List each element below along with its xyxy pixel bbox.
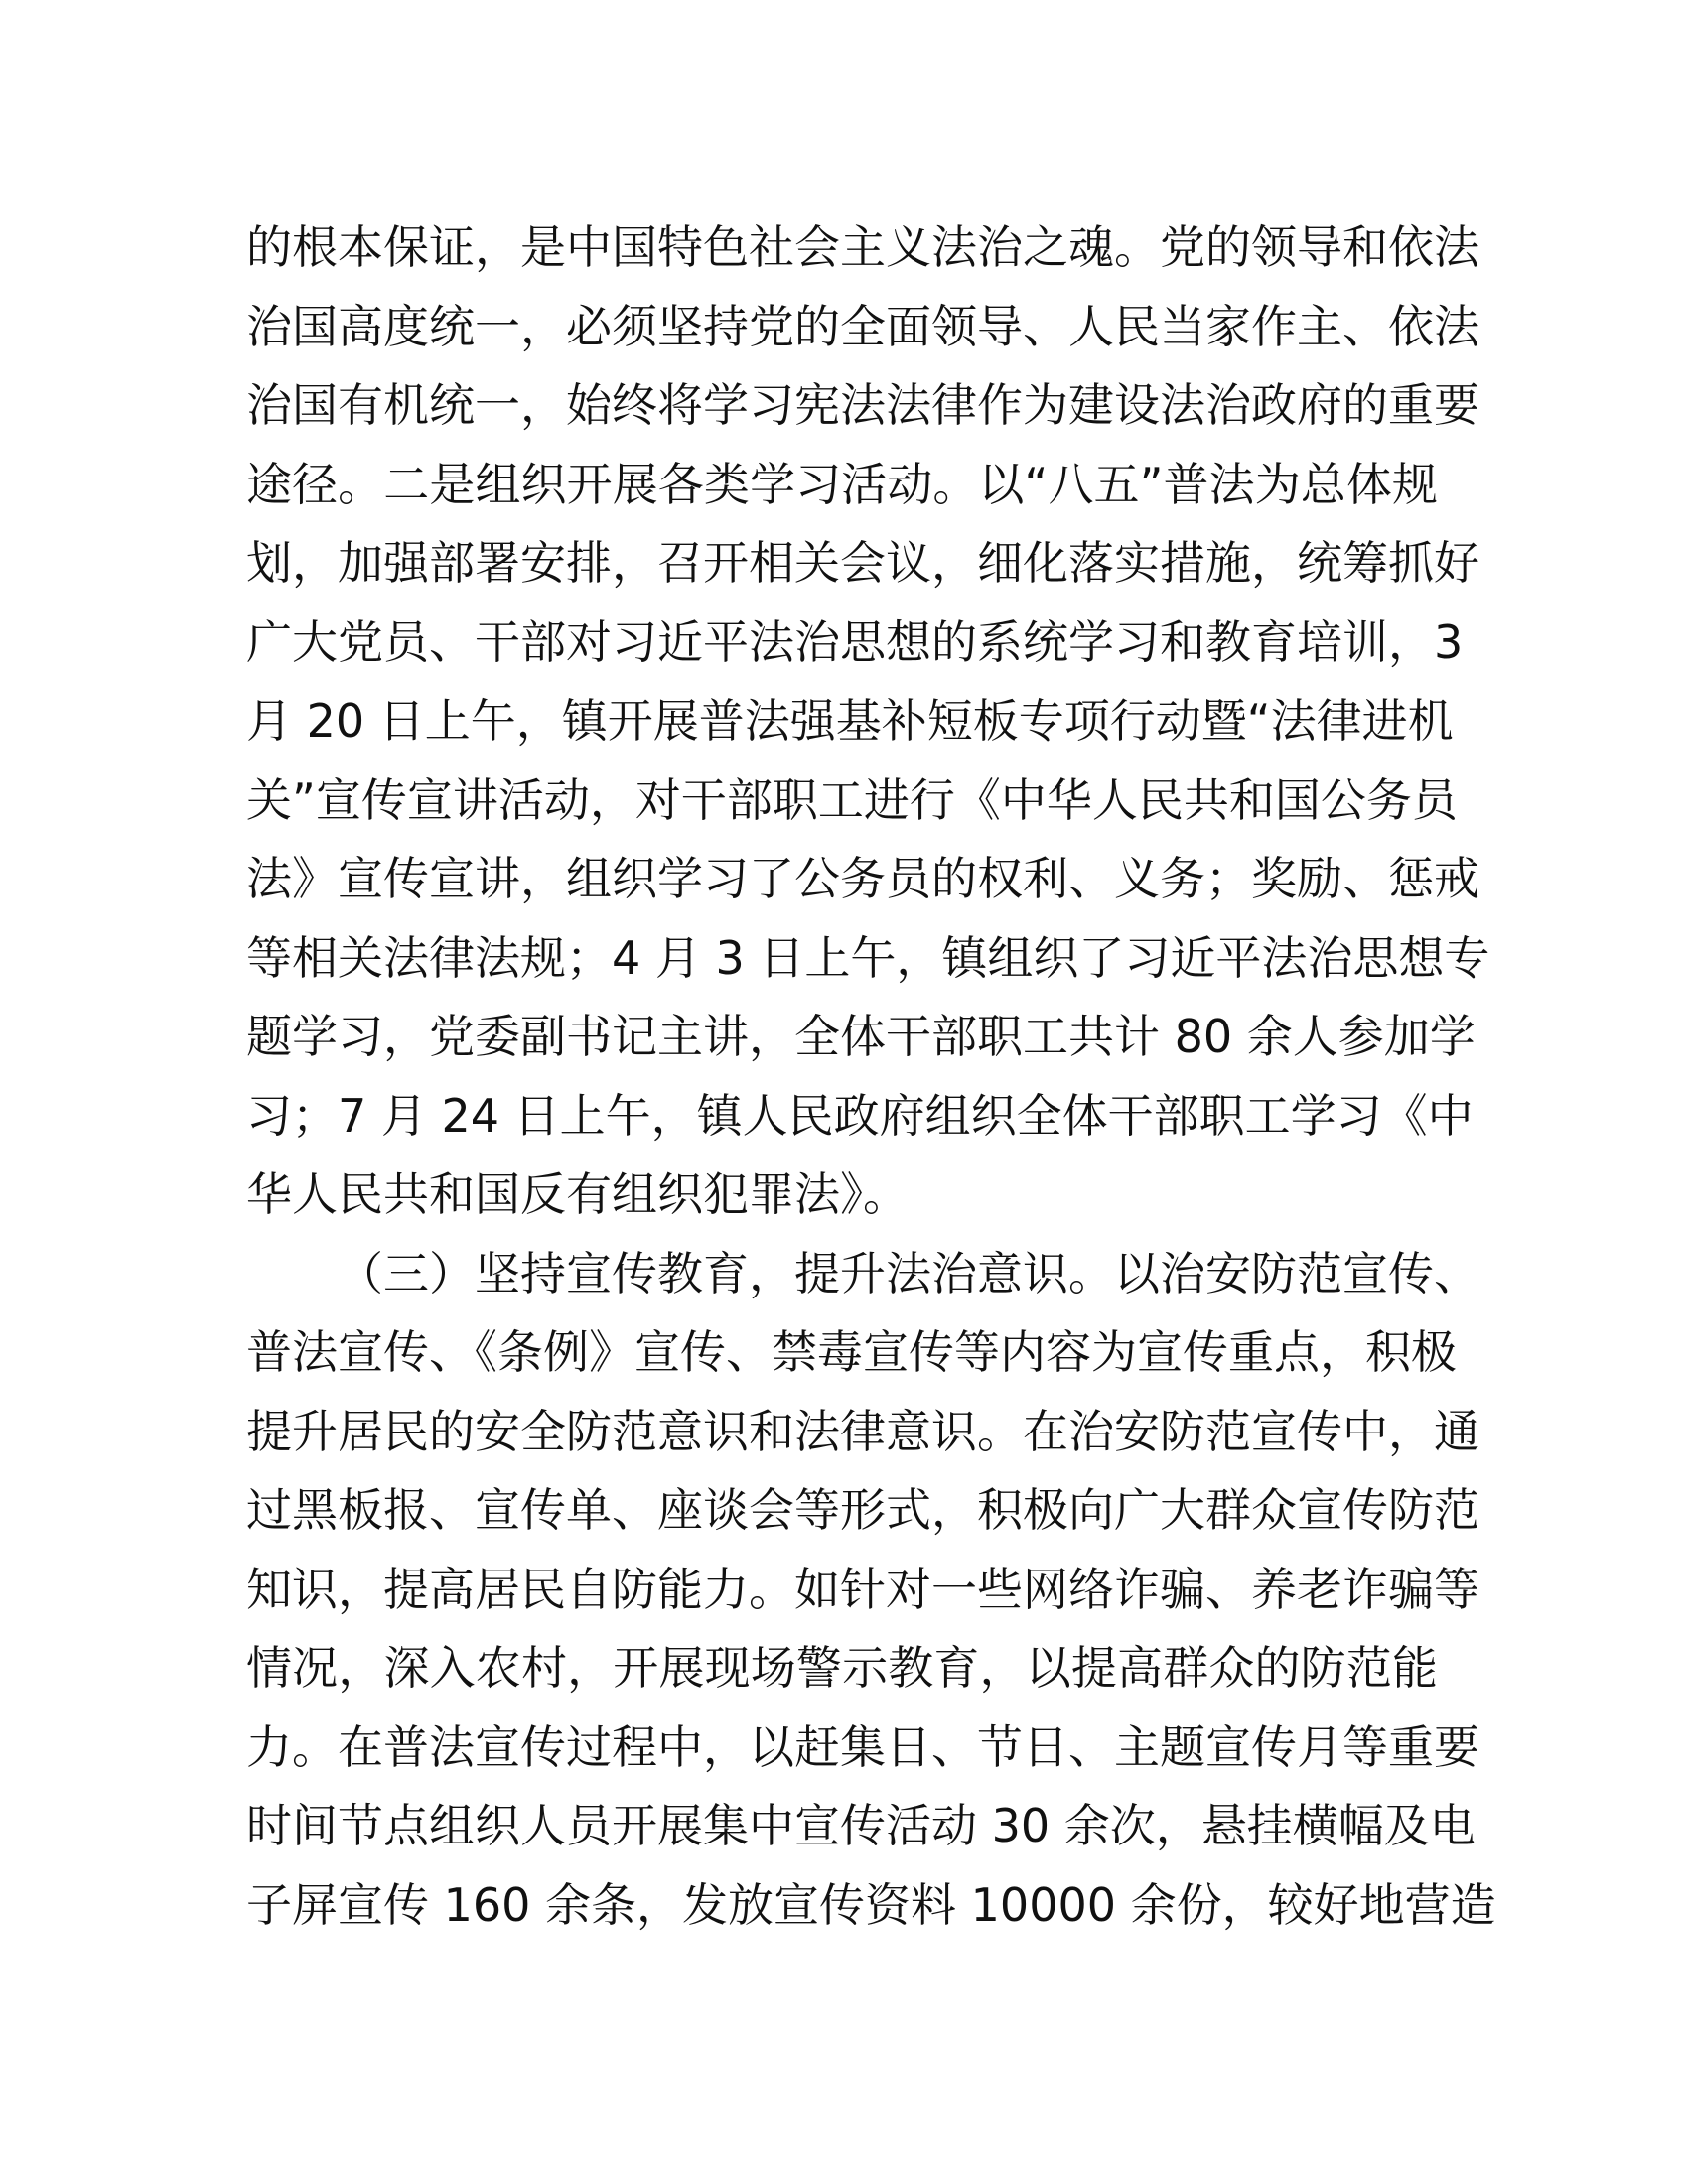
text-line: 月 20 日上午，镇开展普法强基补短板专项行动暨“法律进机 [246,694,1454,748]
text-line: 力。在普法宣传过程中，以赶集日、节日、主题宣传月等重要 [246,1719,1479,1774]
body-text [246,208,1496,1945]
text-line: 关”宣传宣讲活动，对干部职工进行《中华人民共和国公务员 [246,772,1458,827]
text-line: 途径。二是组织开展各类学习活动。以“八五”普法为总体规 [246,457,1438,511]
paragraph-continued [246,208,1490,1235]
text-line: 题学习，党委副书记主讲，全体干部职工共计 80 余人参加学 [246,1010,1476,1063]
paragraph-section-three [246,1235,1496,1946]
text-line: 习；7 月 24 日上午，镇人民政府组织全体干部职工学习《中 [246,1088,1474,1143]
text-line: 情况，深入农村，开展现场警示教育，以提高群众的防范能 [246,1641,1438,1695]
text-line: 治国高度统一，必须坚持党的全面领导、人民当家作主、依法 [246,299,1479,353]
text-line: 法》宣传宣讲，组织学习了公务员的权利、义务；奖励、惩戒 [246,852,1479,905]
text-line: 过黑板报、宣传单、座谈会等形式，积极向广大群众宣传防范 [246,1483,1479,1537]
text-line: 广大党员、干部对习近平法治思想的系统学习和教育培训，3 [246,614,1464,669]
text-line: 划，加强部署安排，召开相关会议，细化落实措施，统筹抓好 [246,536,1479,590]
text-line: 子屏宣传 160 余条，发放宣传资料 10000 余份，较好地营造 [246,1877,1496,1932]
text-line: 华人民共和国反有组织犯罪法》。 [246,1167,909,1221]
text-line: 等相关法律法规；4 月 3 日上午，镇组织了习近平法治思想专 [246,930,1490,985]
text-line: 治国有机统一，始终将学习宪法法律作为建设法治政府的重要 [246,378,1479,432]
text-line: 时间节点组织人员开展集中宣传活动 30 余次，悬挂横幅及电 [246,1799,1476,1852]
section-heading-line: （三）坚持宣传教育，提升法治意识。以治安防范宣传、 [338,1246,1479,1300]
text-line: 普法宣传、《条例》宣传、禁毒宣传等内容为宣传重点，积极 [246,1325,1457,1379]
text-line: 的根本保证，是中国特色社会主义法治之魂。党的领导和依法 [246,220,1479,274]
text-line: 提升居民的安全防范意识和法律意识。在治安防范宣传中，通 [246,1404,1479,1458]
text-line: 知识，提高居民自防能力。如针对一些网络诈骗、养老诈骗等 [246,1562,1479,1616]
